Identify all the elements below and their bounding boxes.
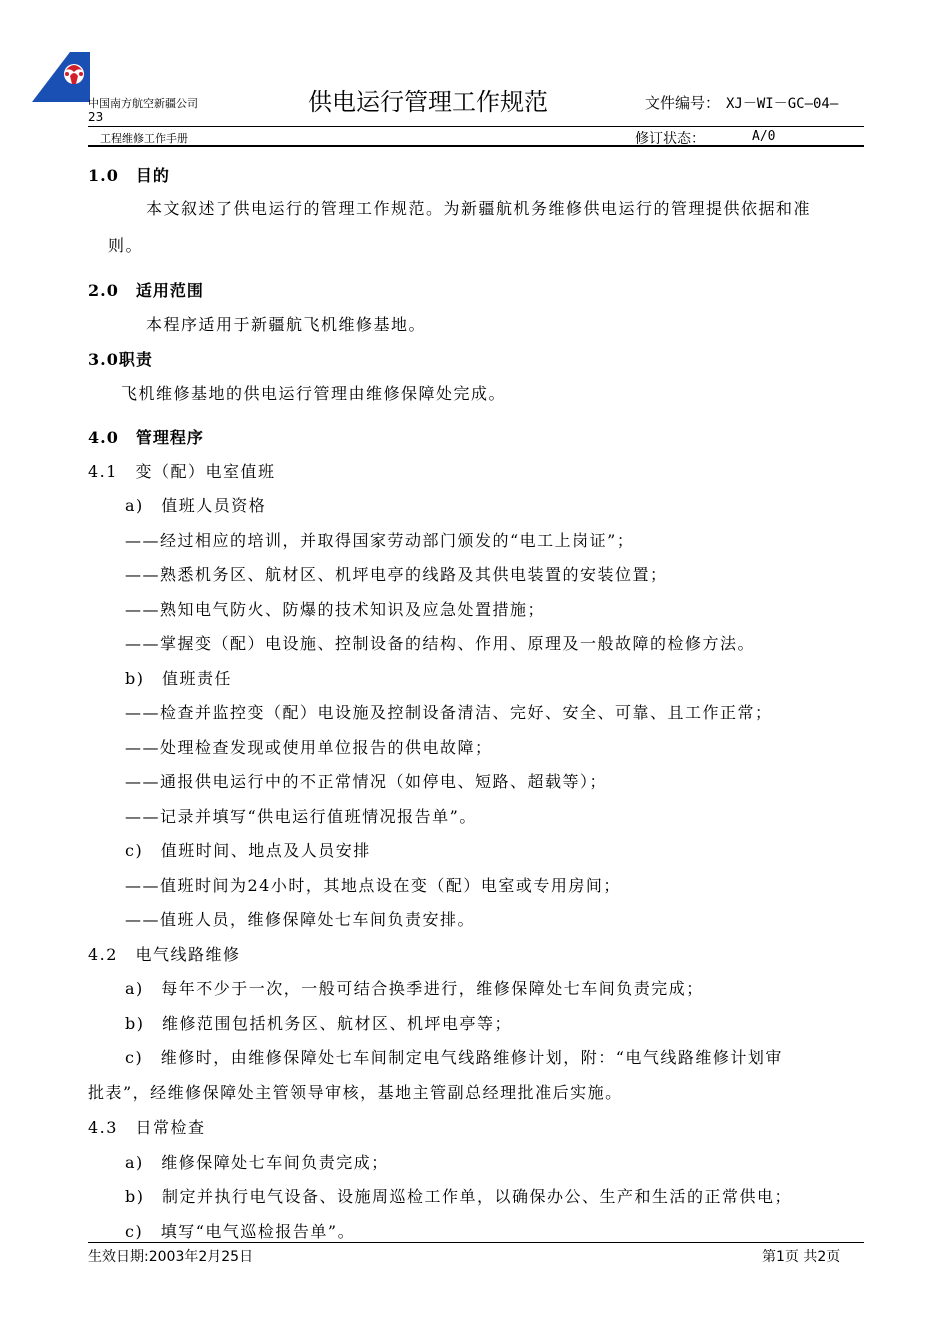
list-item: a) 每年不少于一次，一般可结合换季进行，维修保障处七车间负责完成； [125,979,704,998]
list-item: b) 值班责任 [125,669,232,688]
section-heading: 1.0 目的 [88,166,170,185]
list-item: b) 制定并执行电气设备、设施周巡检工作单，以确保办公、生产和生活的正常供电； [125,1187,792,1206]
header-rule-top [88,126,864,127]
paragraph: 本程序适用于新疆航飞机维修基地。 [146,315,427,334]
list-item: ——值班时间为24小时，其地点设在变（配）电室或专用房间； [125,876,621,895]
paragraph: 本文叙述了供电运行的管理工作规范。为新疆航机务维修供电运行的管理提供依据和准 [146,199,812,218]
revision-value: A/0 [752,129,776,144]
doc-number-value: XJ－WI－GC—04— [726,96,839,112]
doc-number-label: 文件编号： [645,94,721,112]
manual-name: 工程维修工作手册 [100,132,188,145]
page-number: 第1页 共2页 [762,1249,841,1265]
subsection-heading: 4.2 电气线路维修 [88,945,241,964]
list-item: ——记录并填写“供电运行值班情况报告单”。 [125,807,477,826]
effective-date: 生效日期:2003年2月25日 [88,1249,254,1265]
list-item: ——检查并监控变（配）电设施及控制设备清洁、完好、安全、可靠、且工作正常； [125,703,773,722]
list-item: ——处理检查发现或使用单位报告的供电故障； [125,738,493,757]
list-item: ——值班人员，维修保障处七车间负责安排。 [125,910,476,929]
header-rule-bottom [88,145,864,147]
list-item: a) 值班人员资格 [125,496,267,515]
section-heading: 2.0 适用范围 [88,281,204,300]
subsection-heading: 4.1 变（配）电室值班 [88,462,276,481]
list-item: ——掌握变（配）电设施、控制设备的结构、作用、原理及一般故障的检修方法。 [125,634,756,653]
list-item: ——通报供电运行中的不正常情况（如停电、短路、超载等）； [125,772,608,791]
doc-title: 供电运行管理工作规范 [308,88,548,116]
footer-rule [88,1242,864,1243]
subsection-heading: 4.3 日常检查 [88,1118,206,1137]
list-item: 批表”，经维修保障处主管领导审核，基地主管副总经理批准后实施。 [88,1083,623,1102]
paragraph: 则。 [108,236,144,255]
paragraph: 飞机维修基地的供电运行管理由维修保障处完成。 [121,384,507,403]
list-item: c) 值班时间、地点及人员安排 [125,841,371,860]
list-item: ——经过相应的培训，并取得国家劳动部门颁发的“电工上岗证”； [125,531,635,550]
list-item: b) 维修范围包括机务区、航材区、机坪电亭等； [125,1014,512,1033]
doc-number-wrap: 23 [88,110,104,124]
section-heading: 3.0职责 [88,350,153,369]
company-name: 中国南方航空新疆公司 [88,97,198,110]
list-item: c) 填写“电气巡检报告单”。 [125,1222,356,1241]
list-item: a) 维修保障处七车间负责完成； [125,1153,389,1172]
list-item: ——熟知电气防火、防爆的技术知识及应急处置措施； [125,600,546,619]
revision-label: 修订状态： [635,131,705,147]
section-heading: 4.0 管理程序 [88,428,204,447]
list-item: c) 维修时，由维修保障处七车间制定电气线路维修计划，附：“电气线路维修计划审 [125,1048,783,1067]
list-item: ——熟悉机务区、航材区、机坪电亭的线路及其供电装置的安装位置； [125,565,668,584]
